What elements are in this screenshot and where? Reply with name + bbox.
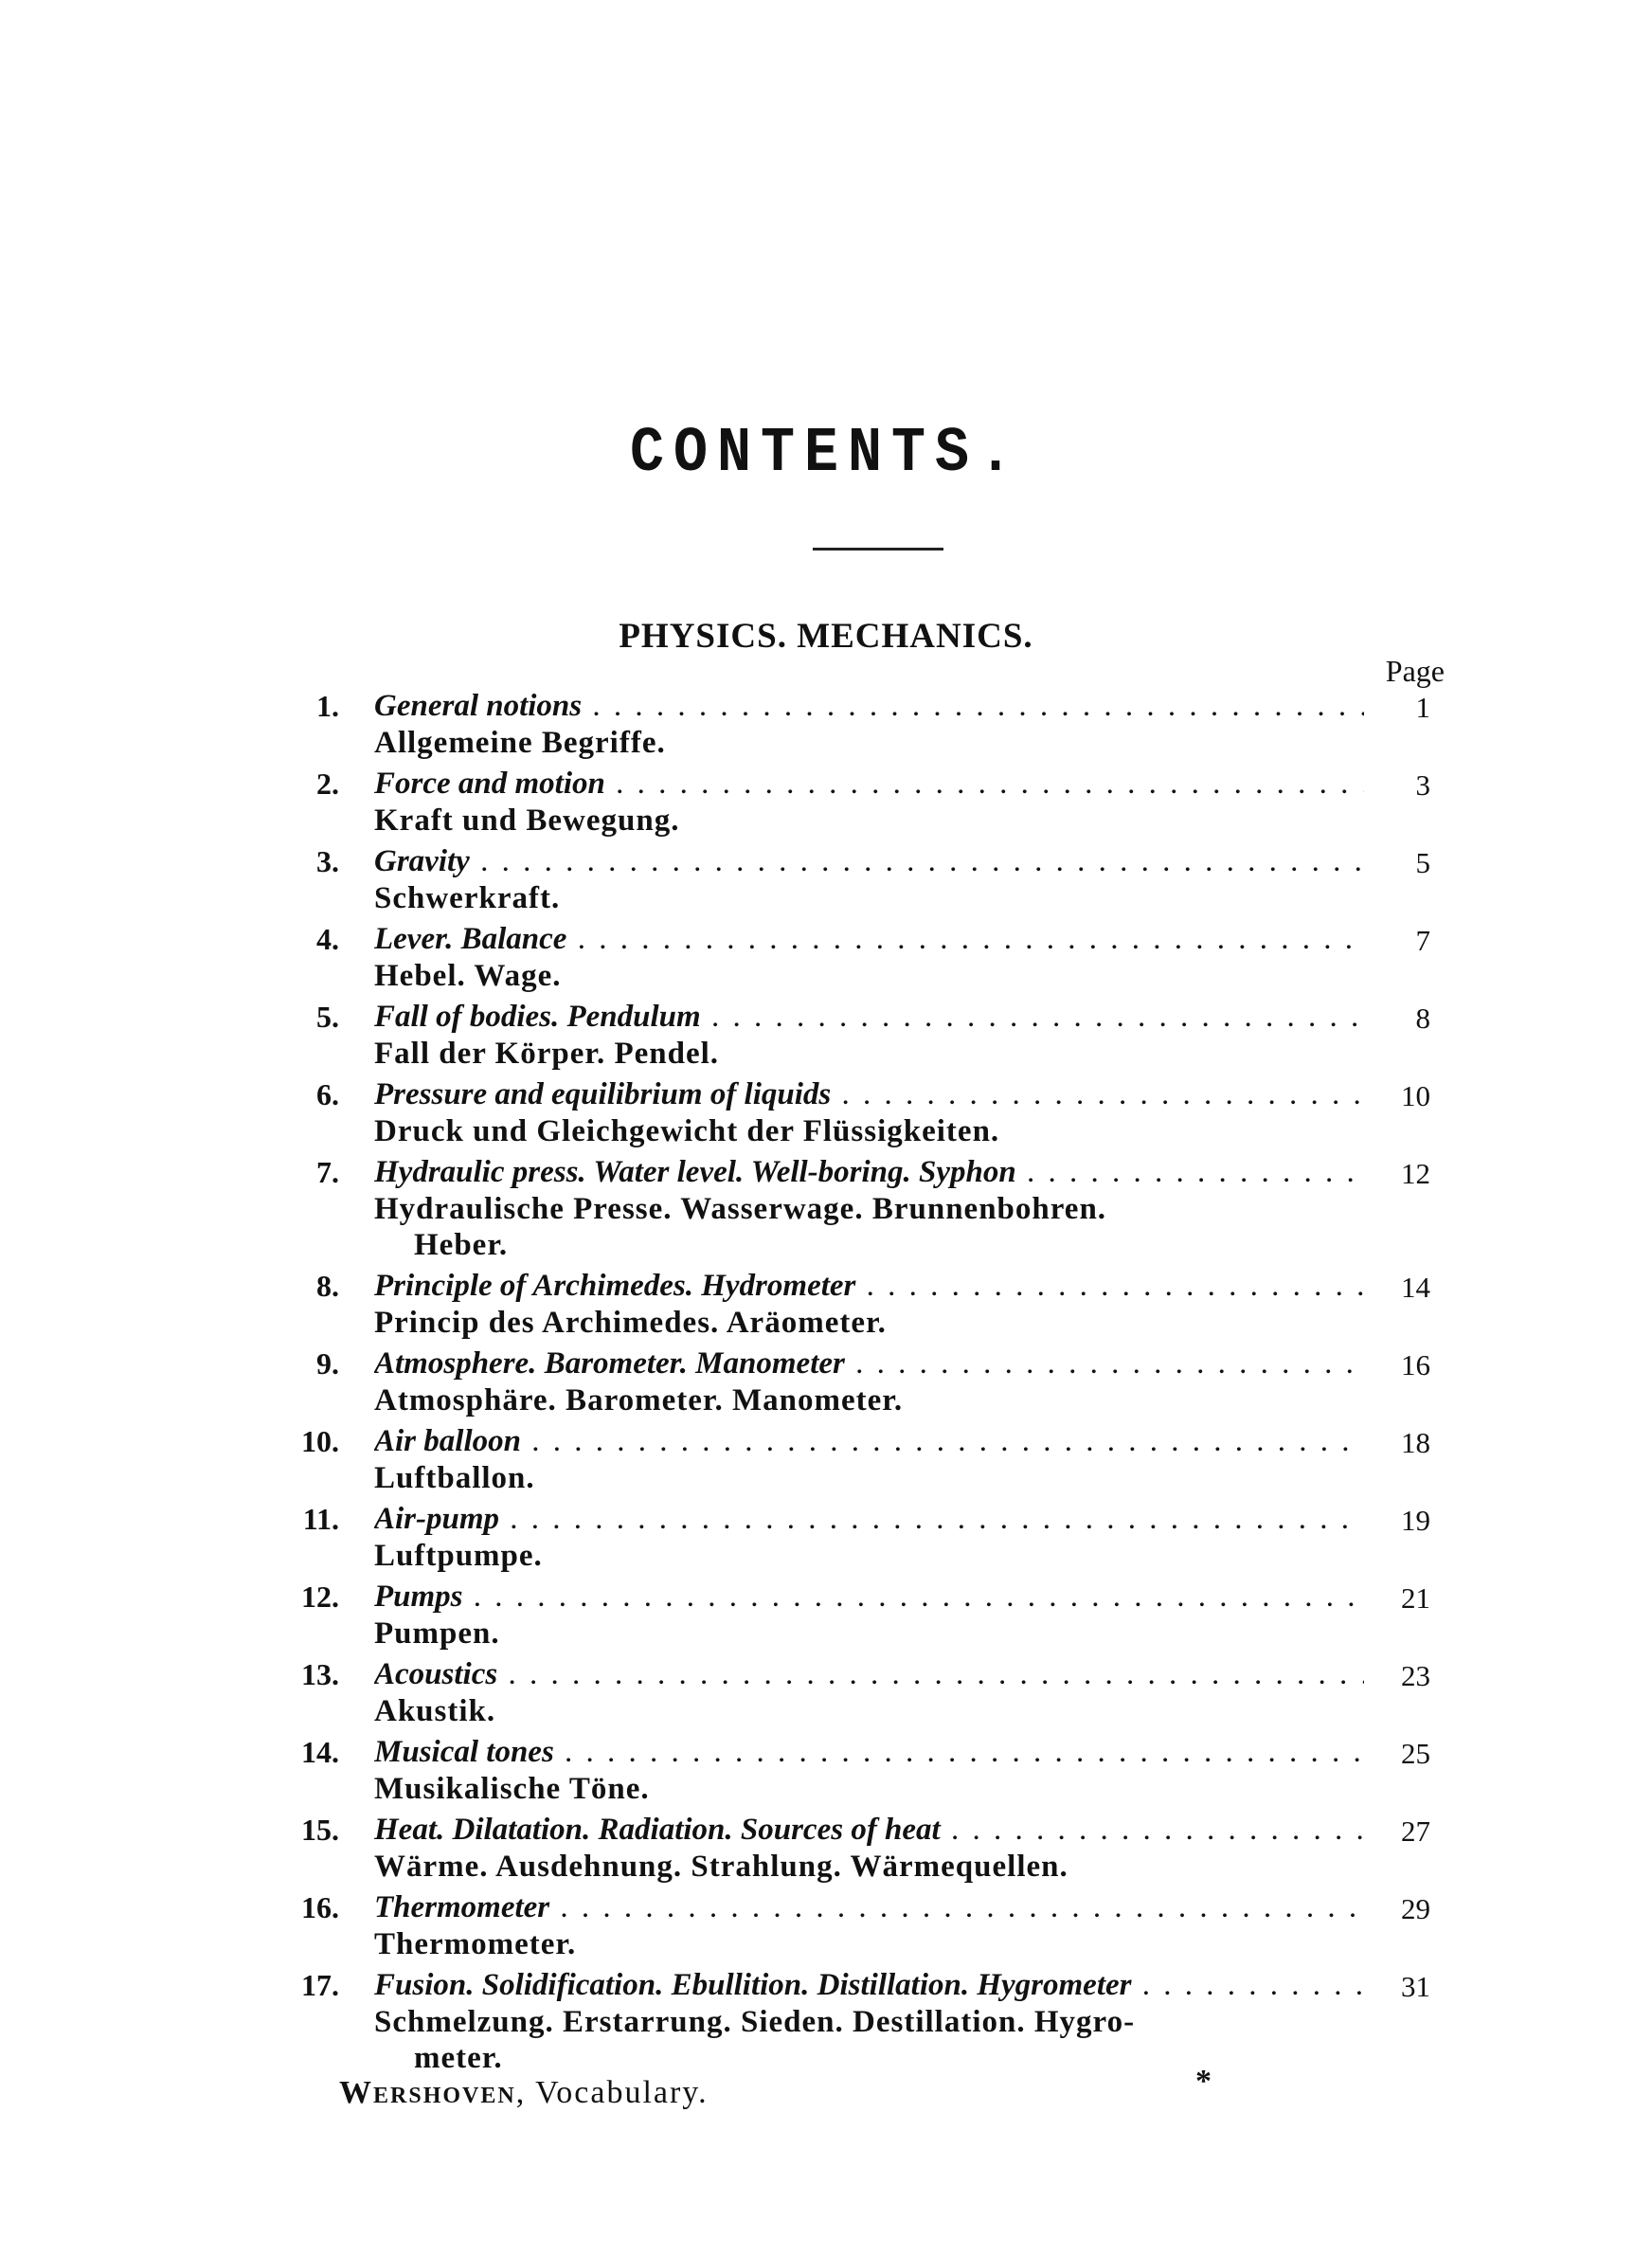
footer-title: , Vocabulary. — [515, 2075, 709, 2110]
entry-german-line: Druck und Gleichgewicht der Flüssigkeiten. — [374, 1114, 1000, 1148]
entry-german-title — [374, 1460, 1378, 1496]
entry-number: 13. — [301, 1657, 339, 1691]
signature-mark: * — [1195, 2064, 1212, 2099]
entry-german-continuation: meter. — [414, 2041, 503, 2075]
entry-english-title: Gravity . . . — [374, 844, 1364, 879]
entry-english-title: Atmosphere. Barometer. Manometer . . . — [374, 1346, 1364, 1381]
entry-english-title: Thermometer . . . — [374, 1890, 1364, 1925]
entry-german-line: Schwerkraft. — [374, 881, 561, 915]
entry-english-title: Hydraulic press. Water level. Well-boring. Syphon . . . — [374, 1155, 1364, 1190]
entry-number: 1. — [316, 689, 339, 723]
entry-page-number: 19 — [1401, 1504, 1430, 1537]
entry-english-title: Pumps . . . — [374, 1580, 1364, 1615]
entry-number: 14. — [301, 1735, 339, 1769]
entry-number: 2. — [316, 767, 339, 801]
entry-english-title: Musical tones . . . — [374, 1735, 1364, 1770]
entry-german-line: Hebel. Wage. — [374, 959, 562, 993]
entry-german-line: Schmelzung. Erstarrung. Sieden. Destillation. Hygro- — [374, 2005, 1136, 2039]
entry-german-title — [374, 1849, 1378, 1885]
entry-page-number: 8 — [1415, 1002, 1430, 1035]
entry-german-title — [374, 803, 1378, 839]
entry-number: 9. — [316, 1346, 339, 1381]
entry-german-title — [374, 2004, 1378, 2076]
entry-english-title: Heat. Dilatation. Radiation. Sources of heat . . . — [374, 1813, 1364, 1848]
entry-english-title: Acoustics . . . — [374, 1657, 1364, 1692]
entry-page-number: 23 — [1401, 1659, 1430, 1692]
entry-german-title — [374, 1926, 1378, 1962]
entry-german-title — [374, 1305, 1378, 1341]
entry-german-title — [374, 1036, 1378, 1072]
footer-signature-line — [339, 2075, 709, 2111]
entry-number: 12. — [301, 1580, 339, 1614]
entry-number: 16. — [301, 1890, 339, 1924]
entry-number: 5. — [316, 1000, 339, 1034]
entry-german-title — [374, 1616, 1378, 1652]
entry-english-title: Fusion. Solidification. Ebullition. Distillation. Hygrometer . . . — [374, 1968, 1364, 2003]
entry-number: 3. — [316, 844, 339, 878]
entry-german-line: Kraft und Bewegung. — [374, 803, 680, 838]
entry-number: 10. — [301, 1424, 339, 1458]
entry-page-number: 5 — [1415, 846, 1430, 879]
entry-page-number: 7 — [1415, 924, 1430, 957]
entry-german-line: Musikalische Töne. — [374, 1772, 650, 1806]
entry-english-title: Principle of Archimedes. Hydrometer . . . — [374, 1269, 1364, 1304]
entry-page-number: 21 — [1401, 1581, 1430, 1615]
entry-german-line: Luftballon. — [374, 1461, 535, 1495]
entry-english-title: Force and motion . . . — [374, 767, 1364, 802]
entry-german-line: Pumpen. — [374, 1616, 500, 1651]
title-rule — [813, 548, 943, 551]
page-title: CONTENTS. — [629, 417, 1023, 491]
entry-english-title: Air-pump . . . — [374, 1502, 1364, 1537]
entry-german-line: Hydraulische Presse. Wasserwage. Brunnenbohren. — [374, 1192, 1107, 1226]
entry-page-number: 16 — [1401, 1348, 1430, 1381]
entry-number: 8. — [316, 1269, 339, 1303]
entry-page-number: 29 — [1401, 1892, 1430, 1925]
entry-english-title: Pressure and equilibrium of liquids . . . — [374, 1077, 1364, 1112]
entry-page-number: 31 — [1401, 1970, 1430, 2003]
entry-number: 11. — [302, 1502, 339, 1536]
entry-page-number: 12 — [1401, 1157, 1430, 1190]
section-heading: PHYSICS. MECHANICS. — [619, 617, 1033, 656]
entry-english-title: Air balloon . . . — [374, 1424, 1364, 1459]
entry-german-line: Wärme. Ausdehnung. Strahlung. Wärmequellen. — [374, 1850, 1068, 1884]
entry-page-number: 18 — [1401, 1426, 1430, 1459]
entry-german-line: Luftpumpe. — [374, 1539, 543, 1573]
entry-german-title — [374, 1538, 1378, 1574]
entry-german-line: Thermometer. — [374, 1927, 577, 1961]
entry-german-title — [374, 1693, 1378, 1729]
entry-number: 6. — [316, 1077, 339, 1111]
entry-page-number: 25 — [1401, 1737, 1430, 1770]
entry-number: 4. — [316, 922, 339, 956]
entry-german-line: Allgemeine Begriffe. — [374, 726, 666, 760]
entry-number: 17. — [301, 1968, 339, 2002]
entry-english-title: Fall of bodies. Pendulum . . . — [374, 1000, 1364, 1035]
entry-german-title — [374, 1113, 1378, 1149]
entry-german-title — [374, 880, 1378, 916]
entry-page-number: 1 — [1415, 691, 1430, 724]
entry-number: 7. — [316, 1155, 339, 1189]
entry-page-number: 10 — [1401, 1079, 1430, 1112]
entry-german-line: Akustik. — [374, 1694, 496, 1728]
entry-page-number: 3 — [1415, 768, 1430, 802]
entry-german-title — [374, 1771, 1378, 1807]
entry-german-title — [374, 1191, 1378, 1263]
entry-english-title: General notions . . . — [374, 689, 1364, 724]
footer-author: Wershoven — [339, 2075, 516, 2110]
entry-german-title — [374, 958, 1378, 994]
page-column-label: Page — [1385, 654, 1445, 688]
entry-german-title — [374, 725, 1378, 761]
entry-german-title — [374, 1382, 1378, 1418]
entry-german-line: Atmosphäre. Barometer. Manometer. — [374, 1383, 904, 1417]
entry-page-number: 27 — [1401, 1815, 1430, 1848]
entry-german-line: Princip des Archimedes. Aräometer. — [374, 1306, 887, 1340]
entry-number: 15. — [301, 1813, 339, 1847]
entry-german-continuation: Heber. — [414, 1228, 509, 1262]
entry-page-number: 14 — [1401, 1271, 1430, 1304]
entry-english-title: Lever. Balance . . . — [374, 922, 1364, 957]
entry-german-line: Fall der Körper. Pendel. — [374, 1037, 720, 1071]
